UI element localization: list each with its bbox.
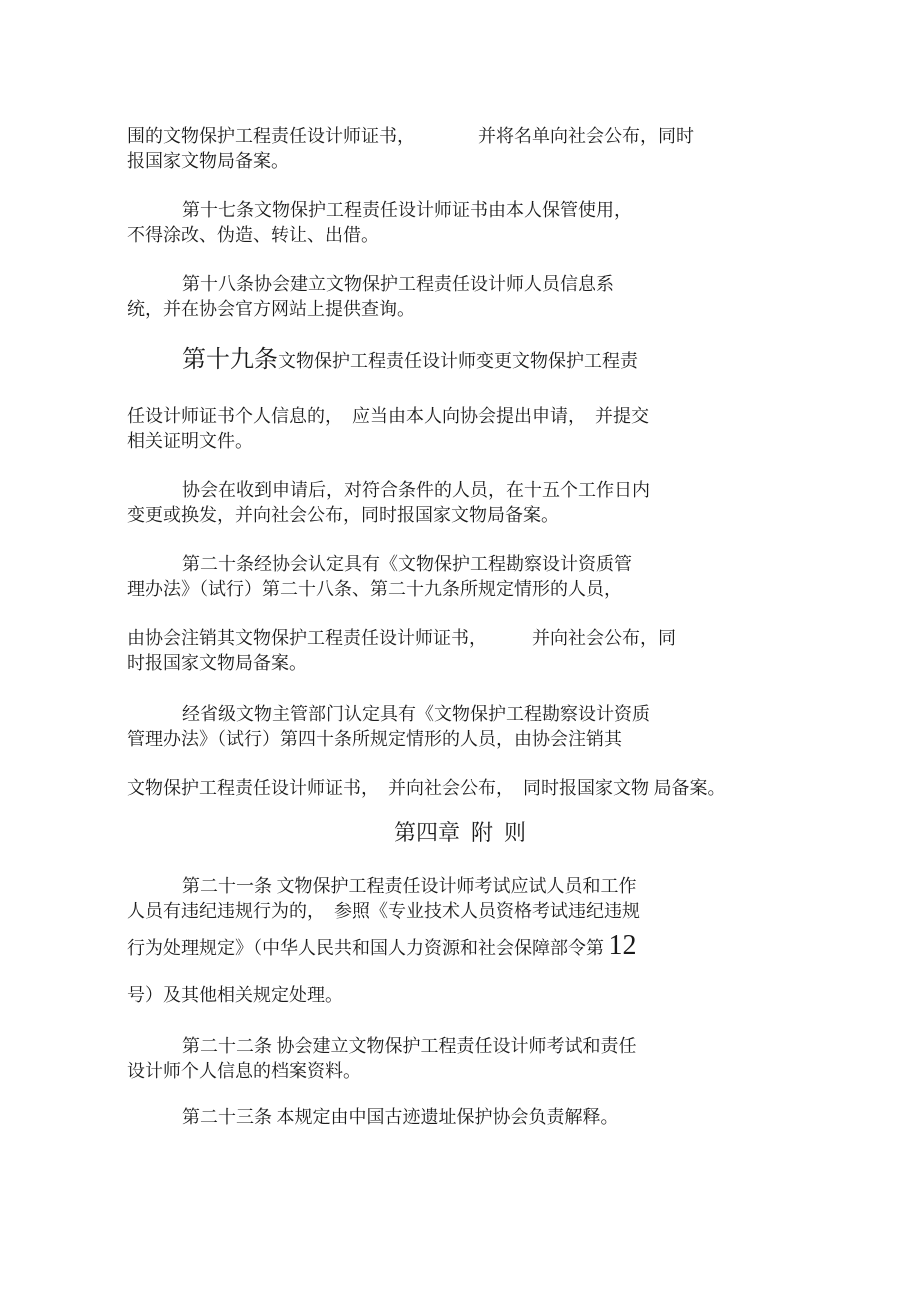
doc-line (127, 930, 793, 961)
doc-line: 变更或换发，并向社会公布，同时报国家文物局备案。 (127, 505, 559, 525)
doc-line: 相关证明文件。 (127, 431, 253, 451)
line-text: 行为处理规定》（中华人民共和国人力资源和社会保障部令第 (127, 938, 609, 958)
ordinance-number: 12 (608, 930, 637, 961)
doc-line: 不得涂改、伪造、转让、出借。 (127, 225, 379, 245)
doc-line-article-20: 第二十条经协会认定具有《文物保护工程勘察设计资质管 (182, 554, 632, 574)
doc-line-article-19 (127, 348, 793, 374)
doc-line: 围的文物保护工程责任设计师证书， 并将名单向社会公布，同时 (127, 126, 694, 146)
doc-line: 文物保护工程责任设计师证书， 并向社会公布， 同时报国家文物 局备案。 (127, 778, 726, 798)
article-number-large: 第十九条 (182, 347, 278, 373)
doc-line: 时报国家文物局备案。 (127, 653, 307, 673)
doc-line: 报国家文物局备案。 (127, 151, 289, 171)
doc-line: 统，并在协会官方网站上提供查询。 (127, 299, 415, 319)
doc-line: 任设计师证书个人信息的， 应当由本人向协会提出申请， 并提交 (127, 406, 649, 426)
doc-line: 协会在收到申请后，对符合条件的人员，在十五个工作日内 (182, 480, 650, 500)
doc-line: 管理办法》（试行）第四十条所规定情形的人员，由协会注销其 (127, 729, 622, 749)
doc-line: 号）及其他相关规定处理。 (127, 985, 343, 1005)
doc-line-article-17: 第十七条文物保护工程责任设计师证书由本人保管使用， (182, 200, 632, 220)
doc-line-article-21: 第二十一条 文物保护工程责任设计师考试应试人员和工作 (182, 876, 637, 896)
doc-line: 由协会注销其文物保护工程责任设计师证书， 并向社会公布，同 (127, 628, 676, 648)
doc-line: 设计师个人信息的档案资料。 (127, 1061, 361, 1081)
doc-line-article-22: 第二十二条 协会建立文物保护工程责任设计师考试和责任 (182, 1036, 637, 1056)
doc-line: 理办法》（试行）第二十八条、第二十九条所规定情形的人员， (127, 579, 622, 599)
line-text: 文物保护工程责任设计师变更文物保护工程责 (278, 351, 638, 371)
chapter-heading: 第四章 附 则 (393, 820, 526, 845)
doc-line-article-23: 第二十三条 本规定由中国古迹遗址保护协会负责解释。 (182, 1107, 619, 1127)
document-body (127, 124, 793, 1130)
doc-line-article-18: 第十八条协会建立文物保护工程责任设计师人员信息系 (182, 274, 614, 294)
doc-line: 经省级文物主管部门认定具有《文物保护工程勘察设计资质 (182, 704, 650, 724)
doc-line: 人员有违纪违规行为的， 参照《专业技术人员资格考试违纪违规 (127, 901, 640, 921)
